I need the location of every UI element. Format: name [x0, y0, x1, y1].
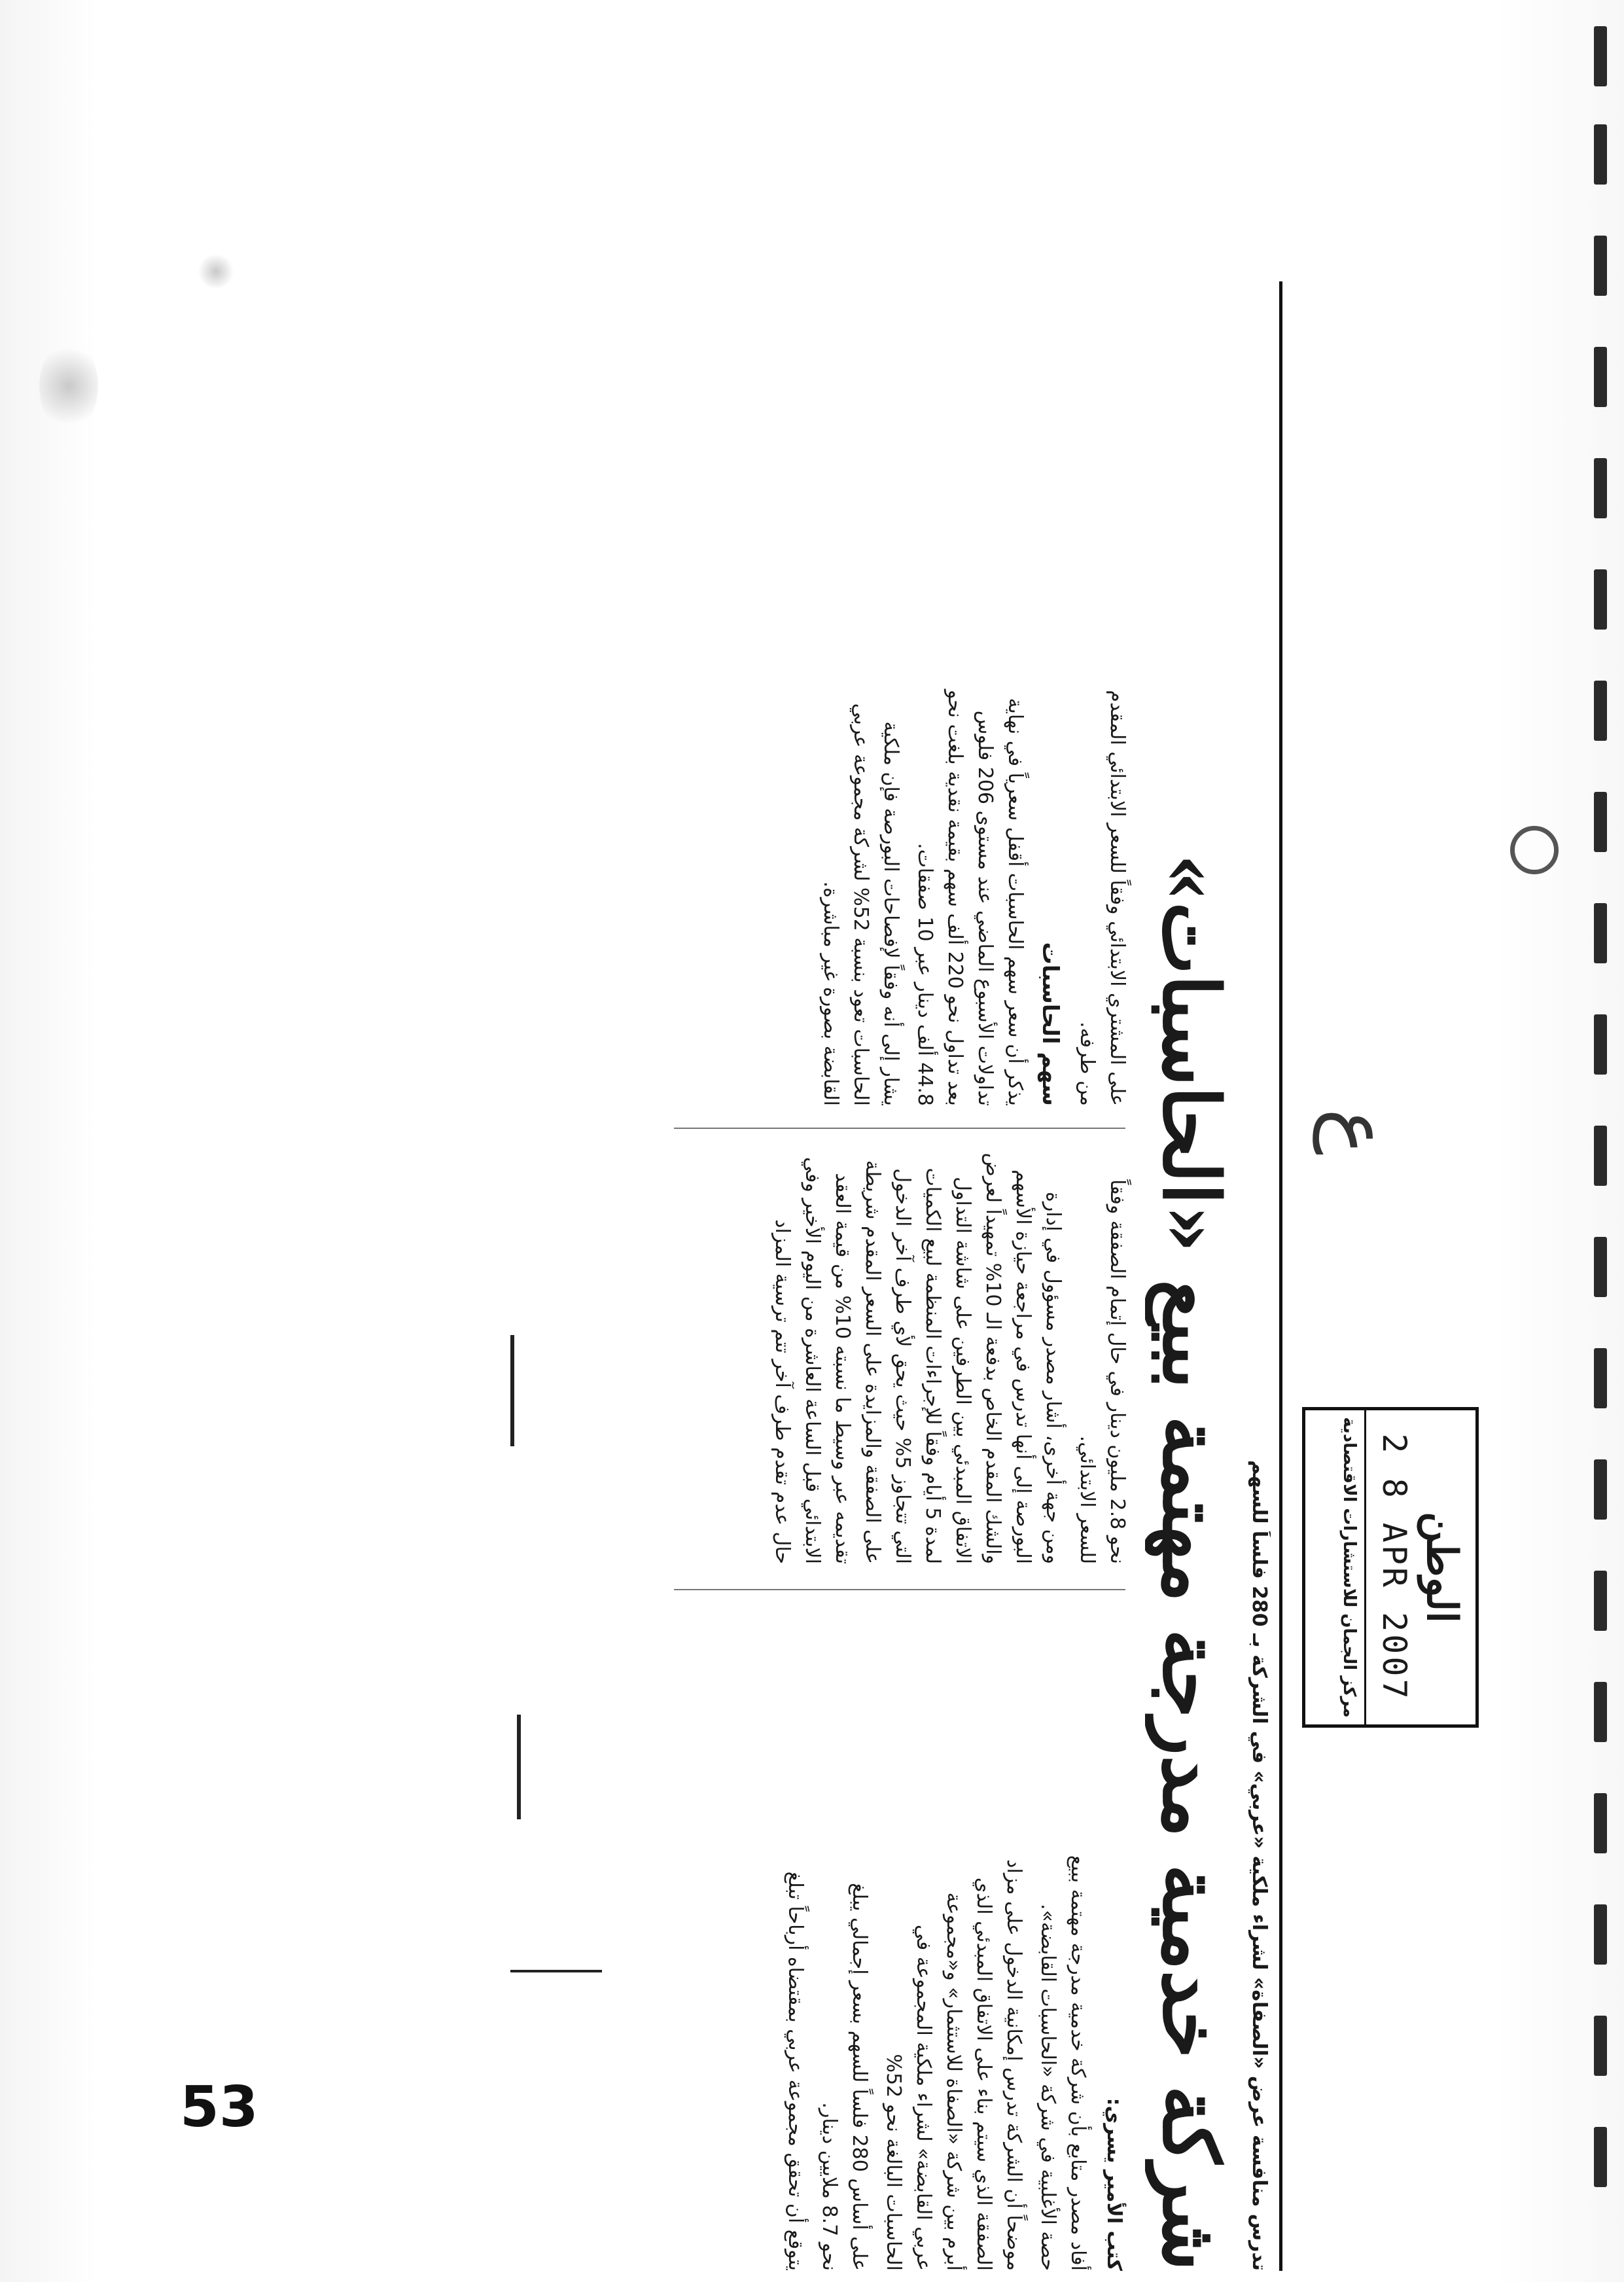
handwritten-mark: ع [1313, 1108, 1404, 1156]
article-kicker: تدرس منافسة عرض «الصفاة» لشراء ملكية «عربي» في الشركة بـ 280 فلساً للسهم [1248, 1460, 1271, 2271]
article-paragraph: يشار إلى أنه وفقاً لإفصاحات البورصة فإن ملكية الحاسبات تعود بنسبة 52% لشركة مجموعة عربي القابضة بصورة غير مباشرة. [819, 703, 902, 1106]
pen-stroke [510, 1335, 514, 1446]
article-paragraph: نحو 2.8 مليون دينار في حال إتمام الصفقة وفقاً للسعر الابتدائي. [1076, 1179, 1129, 1564]
article-paragraph: أفاد مصدر متابع بأن شركة خدمية مدرجة مهتمة ببيع حصة الأغلبية في شركة «الحاسبات القابضة». [1036, 1855, 1089, 2271]
binder-mark [1594, 236, 1607, 296]
article-byline: كتب الأمير يسري: [1103, 2097, 1125, 2271]
binder-mark [1594, 2016, 1607, 2076]
article-paragraph: موضحاً أن الشركة تدرس إمكانية الدخول على مزاد الصفقة الذي سيتم بناء على الاتفاق المبدئي الذي أبرم بين شركة «الصفاة للاستثمار» و«مجموعة عربي القابضة» لشراء ملكية المجموعة في الحاسبات البالغة نحو 52% [882, 1859, 1025, 2271]
newspaper-logo: الوطن [1417, 1512, 1466, 1623]
binder-mark [1594, 458, 1607, 518]
binder-mark [1594, 1459, 1607, 1520]
article-column-1 [674, 1852, 1093, 2271]
pen-stroke [510, 1970, 602, 1972]
binder-mark [1594, 26, 1607, 86]
top-rule [1279, 281, 1282, 2271]
binder-mark [1594, 1237, 1607, 1297]
article-subhead: سهم الحاسبات [1037, 942, 1063, 1106]
scan-smudge [196, 255, 236, 288]
stamp-center-name: مركز الجمان للاستشارات الاقتصادية [1339, 1410, 1366, 1724]
binder-mark [1594, 1793, 1607, 1853]
article-paragraph: على المشتري الابتدائي وفقاً للسعر الابتدائي المقدم من طرفه. [1076, 690, 1129, 1106]
binder-mark [1594, 1904, 1607, 1965]
column-divider [674, 1128, 1125, 1129]
article-column-3 [713, 687, 1132, 1106]
binder-mark [1594, 681, 1607, 741]
article-paragraph: يتوقع أن تحقق مجموعة عربي بمقتضاه أرباحاً تبلغ [784, 1871, 807, 2271]
newspaper-stamp [1302, 1407, 1479, 1728]
binder-mark [1594, 347, 1607, 407]
binder-mark [1594, 1571, 1607, 1631]
binder-strip [1589, 26, 1615, 2238]
article-headline: شركة خدمية مدرجة مهتمة ببيع «الحاسبات» [1146, 853, 1237, 2271]
pen-stroke [517, 1715, 521, 1819]
scan-smudge [39, 340, 98, 432]
stamp-date: 2 8 APR 2007 [1375, 1433, 1413, 1702]
article-paragraph: على أساس 280 فلساً للسهم بسعر إجمالي يبلغ نحو 8.7 ملايين دينار. [818, 1883, 871, 2271]
binder-mark [1594, 1682, 1607, 1742]
binder-mark [1594, 1126, 1607, 1186]
binder-mark [1594, 569, 1607, 630]
binder-mark [1594, 792, 1607, 852]
binder-mark [1594, 1014, 1607, 1075]
page-number: 53 [180, 2075, 258, 2140]
column-divider [674, 1589, 1125, 1590]
article-paragraph: يذكر أن سعر سهم الحاسبات أقفل سعرياً في نهاية تداولات الأسبوع الماضي عند مستوى 206 فلوس بعد تداول نحو 220 ألف سهم بقيمة نقدية بلغت نحو 44.8 ألف دينار عبر 10 صفقات. [913, 689, 1027, 1106]
binder-mark [1594, 124, 1607, 185]
stamp-content [1305, 1410, 1475, 1724]
article-paragraph: ومن جهة أخرى، أشار مصدر مسؤول في إدارة البورصة إلى أنها تدرس في مراجعة حيازة الأسهم والشك المقدم الخاص بدفعة الـ 10% تمهيداً لعرض الاتفاق المبدئي بين الطرفين على شاشة التداول لمدة 5 أيام وفقاً للإجراءات المنظمة لبيع الكميات التي تتجاوز 5% حيث يحق لأي طرف آخر الدخول على الصفقة والمزايدة على السعر المقدم شريطة تقديمه عبر وسيط ما نسبته 10% من قيمة العقد الابتدائي قبل الساعة العاشرة من اليوم الأخير وفي حال عدم تقدم طرف آخر تتم ترسية المزاد [771, 1152, 1065, 1564]
binder-mark [1594, 903, 1607, 963]
binder-mark [1594, 2127, 1607, 2187]
article-clipping [661, 281, 1282, 2271]
article-column-2 [713, 1145, 1132, 1564]
punch-hole [1510, 826, 1559, 874]
binder-mark [1594, 1348, 1607, 1408]
